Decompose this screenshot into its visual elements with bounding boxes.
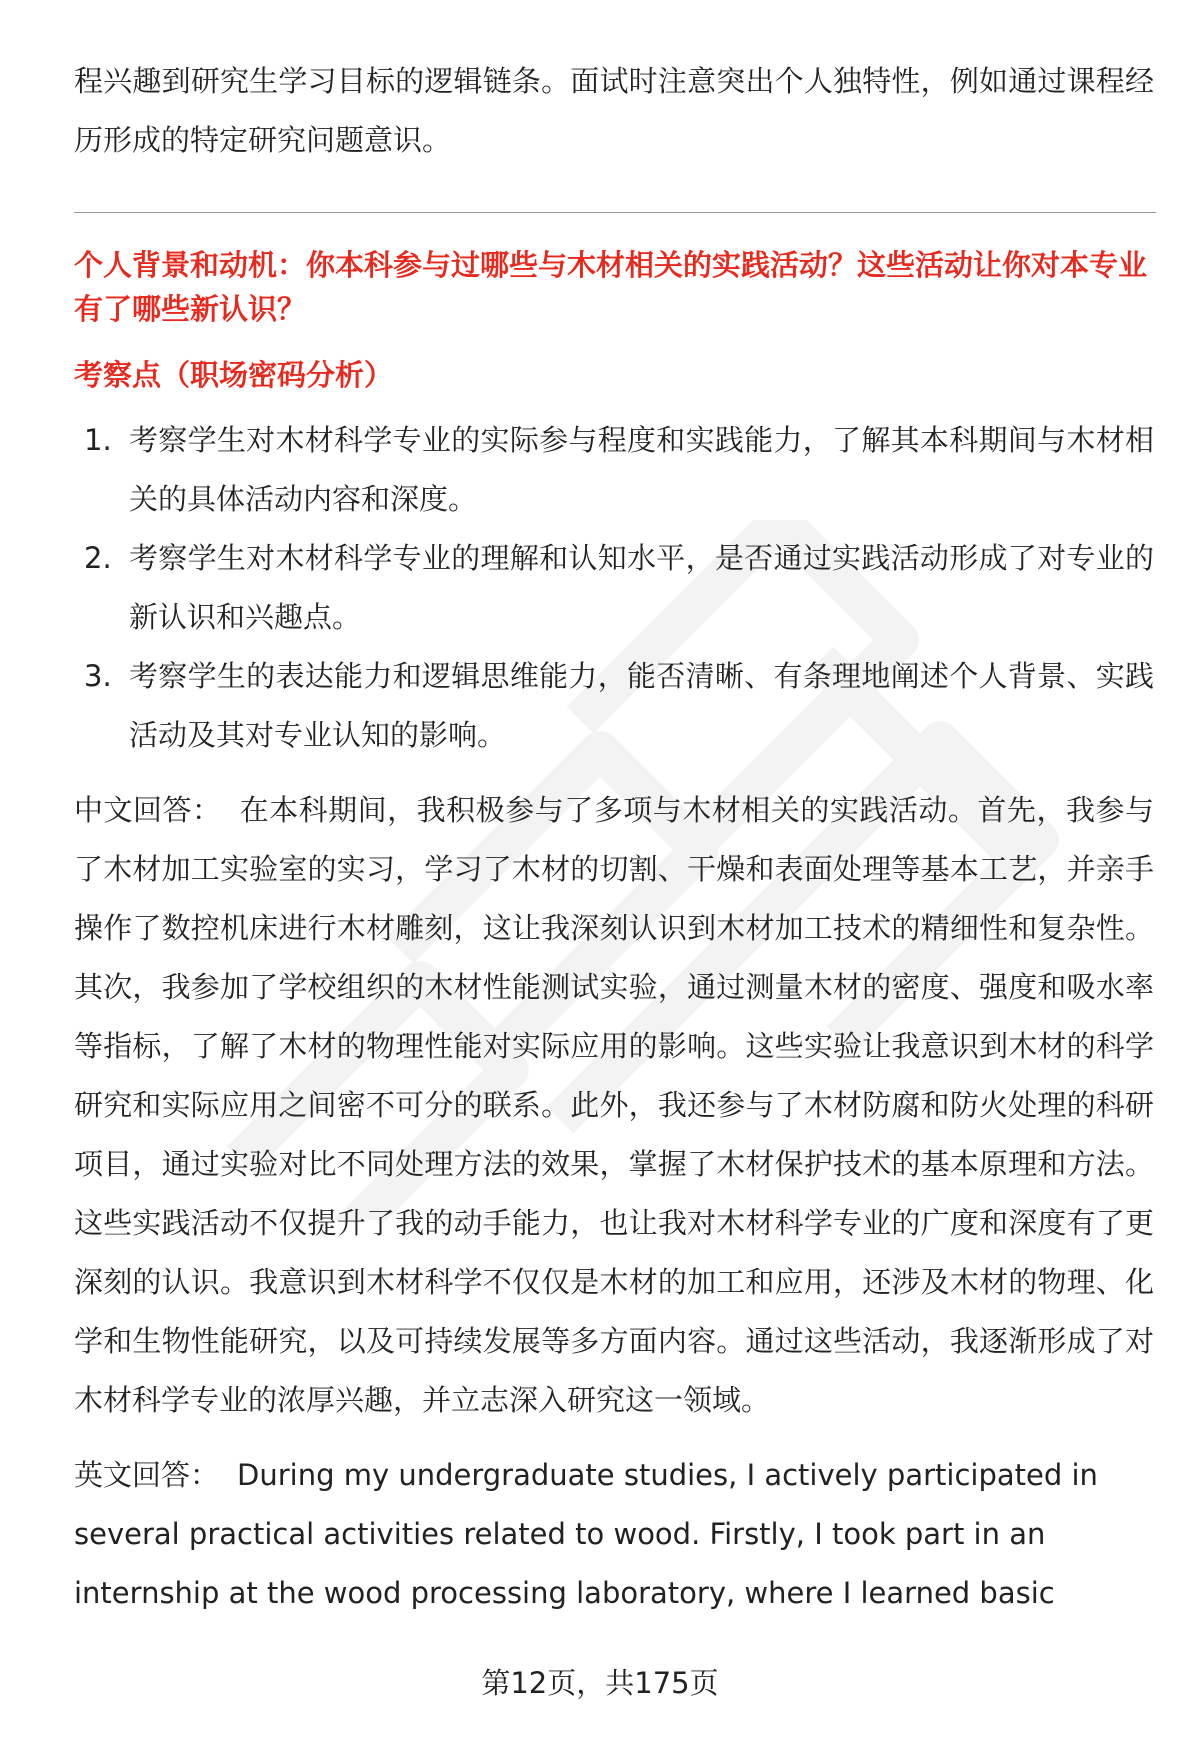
point-text: 考察学生的表达能力和逻辑思维能力，能否清晰、有条理地阐述个人背景、实践活动及其对专业认知的影响。 bbox=[129, 659, 1154, 752]
english-answer-label: 英文回答： bbox=[74, 1458, 220, 1492]
english-answer bbox=[74, 1446, 1154, 1623]
chinese-answer bbox=[74, 781, 1154, 1430]
point-text: 考察学生对木材科学专业的实际参与程度和实践能力，了解其本科期间与木材相关的具体活动内容和深度。 bbox=[129, 423, 1154, 516]
document-page bbox=[74, 52, 1154, 1639]
chinese-answer-label: 中文回答： bbox=[74, 793, 222, 827]
focus-point-1 bbox=[74, 411, 1154, 529]
focus-points-title: 考察点（职场密码分析） bbox=[74, 358, 394, 392]
point-text: 考察学生对木材科学专业的理解和认知水平，是否通过实践活动形成了对专业的新认识和兴趣点。 bbox=[129, 541, 1154, 634]
question-heading: 个人背景和动机：你本科参与过哪些与木材相关的实践活动？这些活动让你对本专业有了哪些新认识？ bbox=[74, 248, 1148, 326]
focus-point-2 bbox=[74, 529, 1154, 647]
point-number: 3. bbox=[84, 659, 112, 693]
english-answer-text: During my undergraduate studies, I actively participated in several practical activities related to wood. Firstly, I took part in an internship at the wood processing laboratory, where I learned basic bbox=[74, 1458, 1098, 1610]
focus-point-3 bbox=[74, 647, 1154, 765]
intro-continuation: 程兴趣到研究生学习目标的逻辑链条。面试时注意突出个人独特性，例如通过课程经历形成的特定研究问题意识。 bbox=[74, 64, 1154, 157]
chinese-answer-text: 在本科期间，我积极参与了多项与木材相关的实践活动。首先，我参与了木材加工实验室的实习，学习了木材的切割、干燥和表面处理等基本工艺，并亲手操作了数控机床进行木材雕刻，这让我深刻认识到木材加工技术的精细性和复杂性。其次，我参加了学校组织的木材性能测试实验，通过测量木材的密度、强度和吸水率等指标，了解了木材的物理性能对实际应用的影响。这些实验让我意识到木材的科学研究和实际应用之间密不可分的联系。此外，我还参与了木材防腐和防火处理的科研项目，通过实验对比不同处理方法的效果，掌握了木材保护技术的基本原理和方法。这些实践活动不仅提升了我的动手能力，也让我对木材科学专业的广度和深度有了更深刻的认识。我意识到木材科学不仅仅是木材的加工和应用，还涉及木材的物理、化学和生物性能研究，以及可持续发展等多方面内容。通过这些活动，我逐渐形成了对木材科学专业的浓厚兴趣，并立志深入研究这一领域。 bbox=[74, 793, 1154, 1417]
point-number: 2. bbox=[84, 541, 112, 575]
focus-points-list bbox=[74, 411, 1154, 765]
point-number: 1. bbox=[84, 423, 112, 457]
section-divider bbox=[74, 212, 1156, 213]
page-footer: 第12页，共175页 bbox=[481, 1666, 719, 1700]
